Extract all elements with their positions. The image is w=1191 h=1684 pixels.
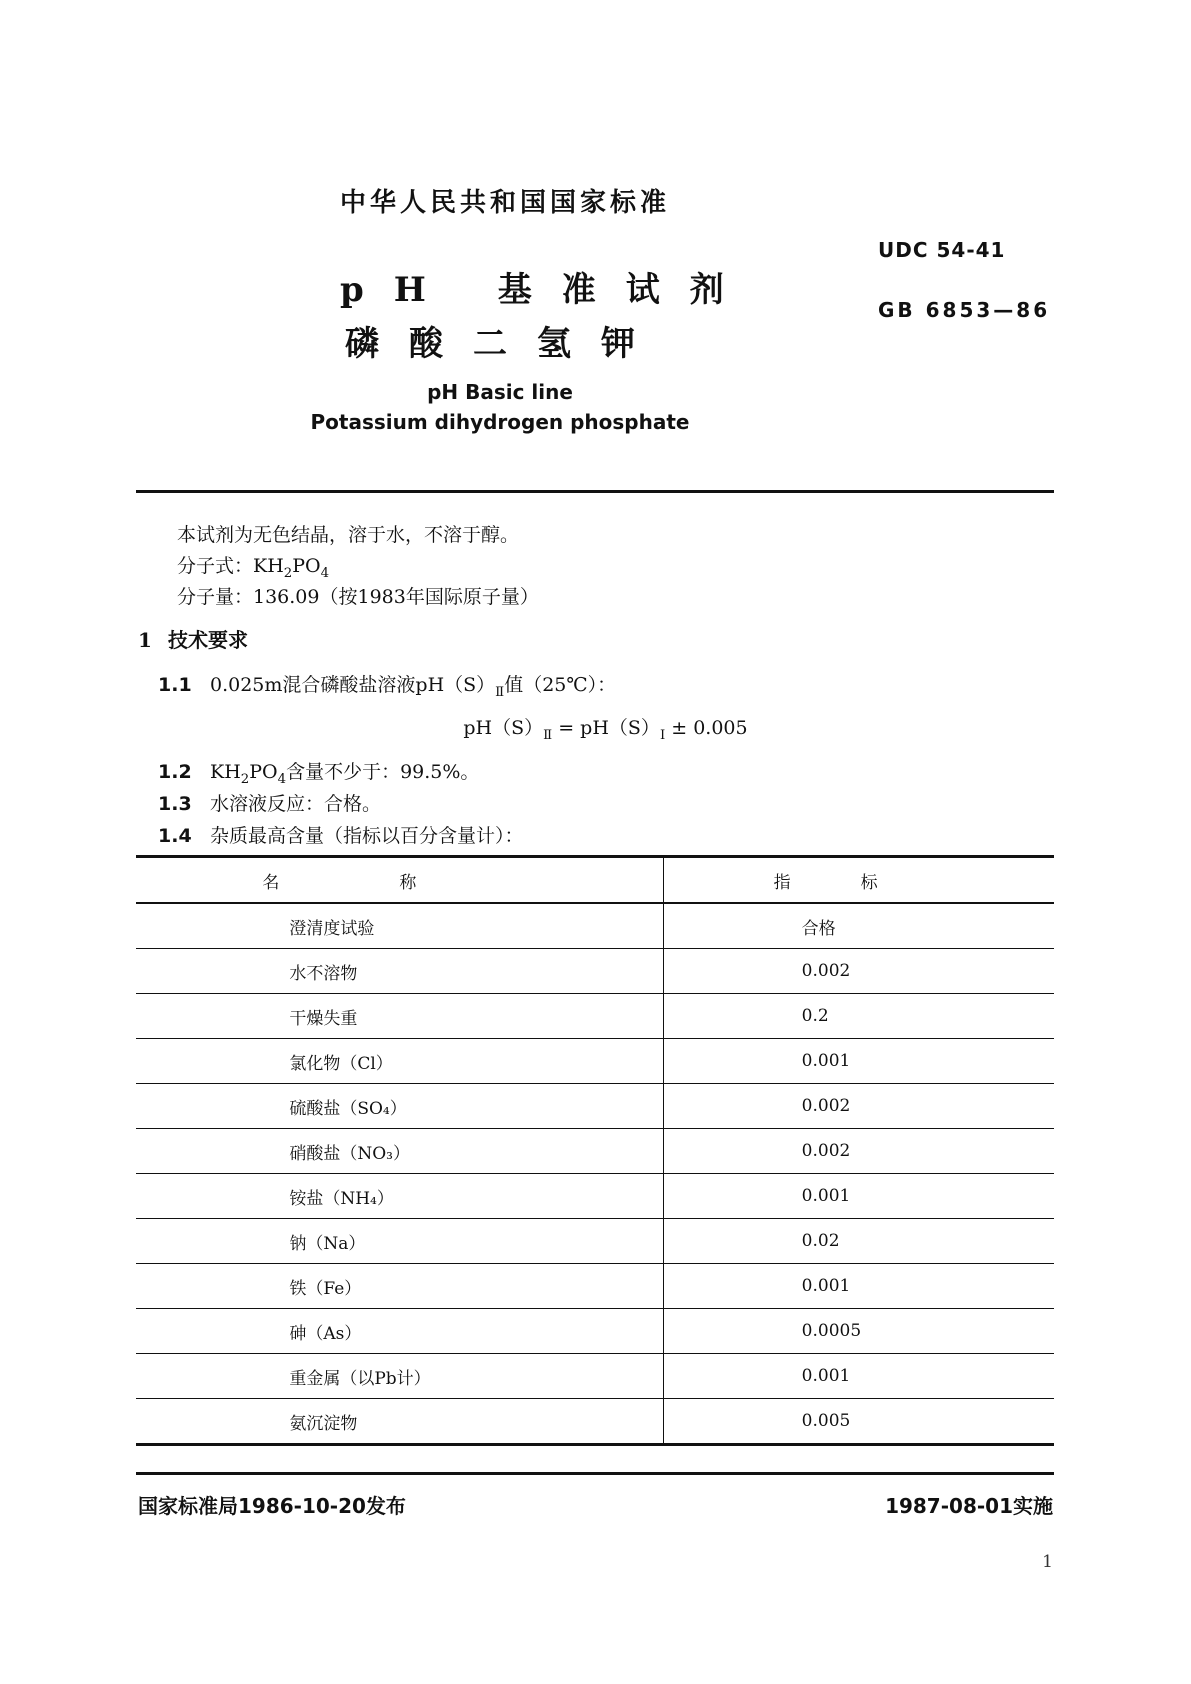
row-value: 0.002	[663, 949, 1054, 994]
row-value: 0.02	[663, 1219, 1054, 1264]
item-number: 1.2	[158, 761, 192, 783]
table-row	[136, 1039, 1054, 1084]
item-text: KH	[210, 761, 241, 783]
issue-date: 国家标准局1986-10-20发布	[138, 1494, 406, 1518]
table-row	[136, 1174, 1054, 1219]
table-row	[136, 1129, 1054, 1174]
section-1-heading	[138, 624, 248, 653]
row-name: 硝酸盐（NO₃）	[136, 1129, 663, 1174]
table-row	[136, 1354, 1054, 1399]
udc-code: UDC 54-41	[878, 238, 1006, 262]
row-value: 0.002	[663, 1084, 1054, 1129]
molecular-mass: 分子量：136.09（按1983年国际原子量）	[177, 586, 539, 608]
page-number: 1	[1042, 1552, 1053, 1572]
impurity-table	[136, 855, 1054, 1446]
item-number: 1.3	[158, 793, 192, 815]
item-text-tail: 值（25℃）：	[504, 674, 617, 696]
table-row	[136, 994, 1054, 1039]
row-name: 硫酸盐（SO₄）	[136, 1084, 663, 1129]
formula-sub-4: 4	[320, 565, 330, 581]
top-divider	[136, 490, 1054, 493]
formula-po: PO	[292, 555, 321, 577]
row-value: 0.0005	[663, 1309, 1054, 1354]
title-line-2: 磷酸二氢钾	[345, 324, 665, 364]
row-name: 铁（Fe）	[136, 1264, 663, 1309]
table-row	[136, 1309, 1054, 1354]
table-header-row	[136, 857, 1054, 904]
formula-sub-2: 2	[283, 565, 293, 581]
row-name: 水不溶物	[136, 949, 663, 994]
gb-code: GB 6853—86	[878, 298, 1051, 322]
equation-right-sub: Ⅰ	[659, 727, 666, 743]
formula-label: 分子式：	[177, 555, 254, 577]
section-1-title: 技术要求	[168, 628, 248, 652]
item-subscript: Ⅱ	[495, 684, 505, 700]
section-1-number: 1	[138, 628, 152, 652]
title-line-1: pH 基准试剂	[340, 270, 754, 310]
item-number: 1.1	[158, 674, 192, 696]
table-row	[136, 1084, 1054, 1129]
equation-left-sub: Ⅱ	[543, 727, 553, 743]
item-text: 杂质最高含量（指标以百分含量计）：	[210, 825, 524, 847]
item-sub-4: 4	[277, 771, 287, 787]
row-name: 氯化物（Cl）	[136, 1039, 663, 1084]
header-value: 指标	[663, 857, 1054, 904]
item-text-tail: 含量不少于：99.5%。	[286, 761, 480, 783]
table-row	[136, 903, 1054, 949]
reagent-description: 本试剂为无色结晶，溶于水，不溶于醇。	[177, 524, 520, 546]
equation-right: ± 0.005	[671, 717, 748, 739]
row-value: 0.2	[663, 994, 1054, 1039]
item-text: 0.025m混合磷酸盐溶液pH（S）	[210, 674, 496, 696]
item-1-2	[158, 757, 479, 787]
english-title-line-1: pH Basic line	[427, 380, 573, 404]
table-row	[136, 1264, 1054, 1309]
table-row	[136, 1399, 1054, 1445]
item-sub-2: 2	[240, 771, 250, 787]
row-value: 0.001	[663, 1264, 1054, 1309]
molecular-formula	[177, 551, 329, 581]
equation-left: pH（S）	[463, 717, 544, 739]
effective-date: 1987-08-01实施	[885, 1494, 1053, 1518]
table-row	[136, 1219, 1054, 1264]
bottom-divider	[136, 1472, 1054, 1475]
ph-equation	[0, 713, 1191, 743]
row-value: 0.001	[663, 1039, 1054, 1084]
row-name: 澄清度试验	[136, 903, 663, 949]
item-1-1	[158, 670, 616, 700]
row-value: 合格	[663, 903, 1054, 949]
item-text-mid: PO	[249, 761, 278, 783]
row-value: 0.005	[663, 1399, 1054, 1445]
row-value: 0.001	[663, 1174, 1054, 1219]
row-name: 重金属（以Pb计）	[136, 1354, 663, 1399]
row-value: 0.001	[663, 1354, 1054, 1399]
equation-mid: = pH（S）	[558, 717, 660, 739]
header-name: 名称	[136, 857, 663, 904]
row-name: 钠（Na）	[136, 1219, 663, 1264]
national-standard-heading: 中华人民共和国国家标准	[340, 188, 671, 218]
english-title-line-2: Potassium dihydrogen phosphate	[310, 410, 690, 434]
table-row	[136, 949, 1054, 994]
row-name: 砷（As）	[136, 1309, 663, 1354]
row-name: 铵盐（NH₄）	[136, 1174, 663, 1219]
row-name: 氨沉淀物	[136, 1399, 663, 1445]
item-1-3	[158, 789, 381, 816]
row-value: 0.002	[663, 1129, 1054, 1174]
row-name: 干燥失重	[136, 994, 663, 1039]
item-1-4	[158, 821, 524, 848]
formula-kh: KH	[253, 555, 284, 577]
item-number: 1.4	[158, 825, 192, 847]
item-text: 水溶液反应：合格。	[210, 793, 382, 815]
